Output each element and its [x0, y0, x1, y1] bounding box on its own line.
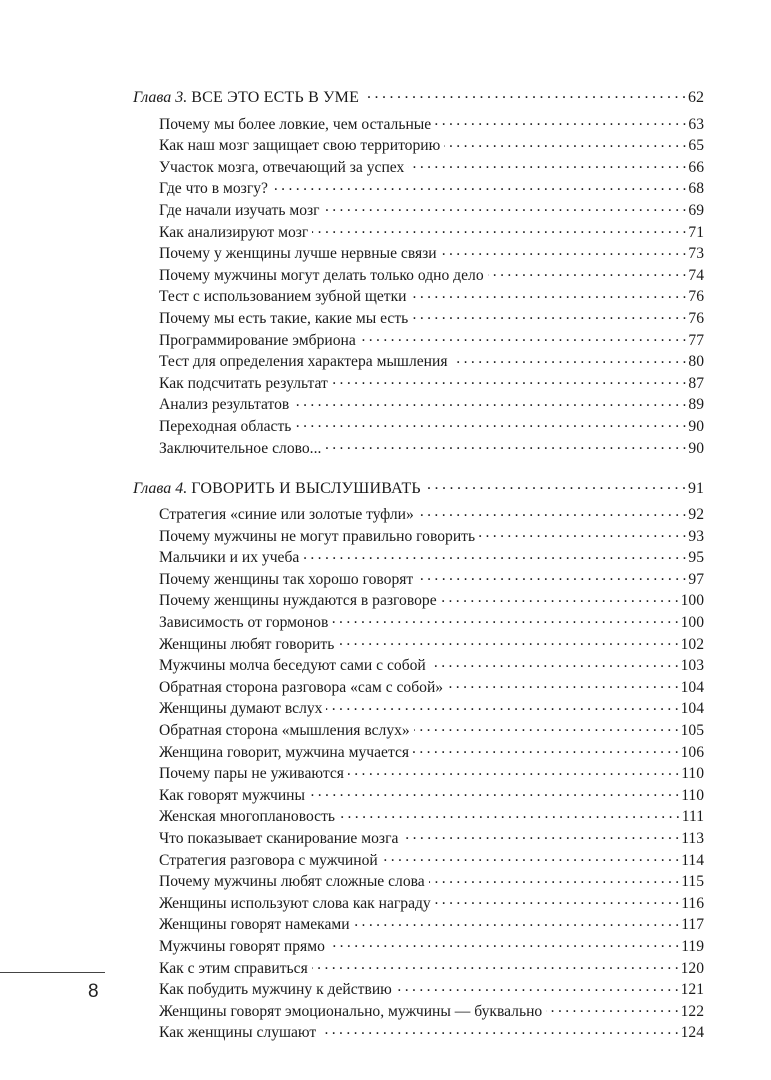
dot-leader — [414, 719, 679, 735]
toc-entry[interactable] — [133, 135, 704, 157]
entry-title: Мужчины молча беседуют сами с собой — [159, 657, 426, 675]
entry-page-number: 89 — [688, 396, 704, 414]
entry-title: Обратная сторона разговора «сам с собой» — [159, 678, 444, 696]
entry-page-number: 115 — [681, 873, 704, 891]
dot-leader — [488, 264, 687, 280]
entry-page-number: 80 — [688, 353, 704, 371]
entry-title: Участок мозга, отвечающий за успех — [159, 158, 405, 176]
entry-title: Женщина говорит, мужчина мучается — [159, 743, 410, 761]
toc-entry[interactable] — [133, 784, 704, 806]
dot-leader — [348, 763, 679, 779]
entry-title: Женщины говорят намеками — [159, 916, 350, 934]
dot-leader — [326, 698, 678, 714]
toc-entry[interactable] — [133, 307, 704, 329]
entry-title: Как с этим справиться — [159, 959, 308, 977]
entry-title: Программирование эмбриона — [159, 331, 356, 349]
entry-title: Почему женщины нуждаются в разговоре — [159, 592, 437, 610]
toc-entry[interactable] — [133, 1000, 704, 1022]
toc-entry[interactable] — [133, 547, 704, 569]
dot-leader — [402, 827, 679, 843]
entry-title: Женщины используют слова как награду — [159, 894, 431, 912]
dot-leader — [320, 1022, 678, 1038]
dot-leader — [324, 199, 687, 215]
toc-entry[interactable] — [133, 914, 704, 936]
entry-title: Стратегия разговора с мужчиной — [159, 851, 378, 869]
entry-page-number: 110 — [681, 786, 704, 804]
entry-page-number: 113 — [681, 830, 704, 847]
entry-title: Мужчины говорят прямо — [159, 937, 325, 955]
entry-title: Почему женщины так хорошо говорят — [159, 570, 414, 588]
toc-entry[interactable] — [133, 221, 704, 243]
entry-title: Стратегия «синие или золотые туфли» — [159, 506, 414, 524]
toc-entry[interactable] — [133, 806, 704, 828]
toc-entry[interactable] — [133, 633, 704, 655]
entry-page-number: 104 — [680, 700, 704, 718]
entry-title: Как говорят мужчины — [159, 786, 305, 804]
toc-entry[interactable] — [133, 394, 704, 416]
dot-leader — [447, 676, 679, 692]
dot-leader — [272, 178, 686, 194]
entry-title: Мальчики и их учеба — [159, 549, 300, 567]
entry-title: Где начали изучать мозг — [159, 201, 320, 219]
toc-entry[interactable] — [133, 892, 704, 914]
entry-title: Обратная сторона «мышления вслух» — [159, 722, 410, 740]
toc-chapter-heading[interactable] — [133, 477, 704, 501]
toc-entry[interactable] — [133, 676, 704, 698]
dot-leader — [425, 477, 686, 493]
toc-entry[interactable] — [133, 719, 704, 741]
toc-entry[interactable] — [133, 437, 704, 459]
dot-leader — [295, 415, 686, 431]
dot-leader — [546, 1000, 678, 1016]
entry-title: Зависимость от гормонов — [159, 614, 329, 632]
entry-page-number: 65 — [688, 137, 704, 155]
dot-leader — [312, 221, 686, 237]
dot-leader — [382, 849, 679, 865]
entry-title: Почему у женщины лучше нервные связи — [159, 245, 437, 263]
toc-entry[interactable] — [133, 243, 704, 265]
toc-entry[interactable] — [133, 698, 704, 720]
entry-title: Почему пары не уживаются — [159, 765, 344, 783]
entry-title: Что показывает сканирование мозга — [159, 830, 399, 847]
entry-title: Заключительное слово... — [159, 439, 322, 457]
toc-entry[interactable] — [133, 351, 704, 373]
toc-entry[interactable] — [133, 178, 704, 200]
entry-title: Почему мужчины могут делать только одно дело — [159, 266, 484, 284]
dot-leader — [303, 547, 686, 563]
toc-entry[interactable] — [133, 871, 704, 893]
entry-page-number: 116 — [681, 894, 704, 912]
toc-entry[interactable] — [133, 415, 704, 437]
dot-leader — [430, 655, 679, 671]
entry-title: Тест с использованием зубной щетки — [159, 288, 407, 306]
chapter-label — [133, 477, 421, 501]
page-number: 8 — [88, 981, 99, 1002]
entry-page-number: 104 — [680, 678, 704, 696]
entry-title: Анализ результатов — [159, 396, 290, 414]
dot-leader — [312, 957, 679, 973]
entry-title: Где что в мозгу? — [159, 180, 268, 198]
dot-leader — [429, 871, 679, 887]
entry-page-number: 71 — [688, 223, 704, 241]
dot-leader — [435, 113, 686, 129]
chapter-title: ВСЕ ЭТО ЕСТЬ В УМЕ — [191, 89, 360, 106]
toc-entry[interactable] — [133, 741, 704, 763]
entry-page-number: 76 — [688, 309, 704, 327]
entry-page-number: 92 — [688, 506, 704, 524]
entry-title: Женщины думают вслух — [159, 700, 323, 718]
dot-leader — [435, 892, 679, 908]
table-of-contents — [133, 86, 704, 1043]
dot-leader — [293, 394, 686, 410]
entry-page-number: 114 — [681, 851, 704, 869]
entry-page-number: 97 — [688, 570, 704, 588]
dot-leader — [413, 741, 679, 757]
entry-page-number: 106 — [680, 743, 704, 761]
entry-page-number: 122 — [680, 1002, 704, 1020]
entry-page-number: 74 — [688, 266, 704, 284]
toc-chapter-heading[interactable] — [133, 86, 704, 110]
entry-page-number: 63 — [688, 115, 704, 133]
entry-title: Почему мы есть такие, какие мы есть — [159, 309, 409, 327]
dot-leader — [441, 243, 687, 259]
dot-leader — [354, 914, 680, 930]
toc-entry[interactable] — [133, 372, 704, 394]
dot-leader — [332, 372, 687, 388]
toc-entry[interactable] — [133, 329, 704, 351]
entry-page-number: 119 — [681, 937, 704, 955]
entry-title: Почему мужчины любят сложные слова — [159, 873, 425, 891]
footer-divider — [0, 972, 105, 973]
dot-leader — [338, 633, 678, 649]
entry-page-number: 110 — [681, 765, 704, 783]
entry-title: Почему мы более ловкие, чем остальные — [159, 115, 432, 133]
toc-entry[interactable] — [133, 568, 704, 590]
toc-entry[interactable] — [133, 286, 704, 308]
dot-leader — [332, 611, 678, 627]
dot-leader — [360, 329, 687, 345]
chapter-page-number: 91 — [688, 479, 704, 497]
entry-page-number: 68 — [688, 180, 704, 198]
dot-leader — [441, 590, 679, 606]
entry-page-number: 90 — [688, 439, 704, 457]
entry-page-number: 69 — [688, 201, 704, 219]
chapter-label — [133, 86, 359, 110]
toc-entry[interactable] — [133, 113, 704, 135]
entry-title: Женщины любят говорить — [159, 635, 335, 653]
toc-entry[interactable] — [133, 957, 704, 979]
entry-page-number: 102 — [680, 635, 704, 653]
entry-page-number: 66 — [688, 158, 704, 176]
toc-entry[interactable] — [133, 525, 704, 547]
entry-page-number: 103 — [680, 657, 704, 675]
dot-leader — [412, 307, 686, 323]
toc-entry[interactable] — [133, 611, 704, 633]
entry-page-number: 121 — [680, 981, 704, 999]
chapter-number: Глава 3. — [133, 89, 188, 106]
entry-page-number: 111 — [681, 808, 704, 826]
entry-page-number: 73 — [688, 245, 704, 263]
chapter-title: ГОВОРИТЬ И ВЫСЛУШИВАТЬ — [191, 479, 421, 497]
toc-entry[interactable] — [133, 935, 704, 957]
dot-leader — [411, 286, 687, 302]
entry-title: Как наш мозг защищает свою территорию — [159, 137, 441, 155]
dot-leader — [396, 979, 679, 995]
entry-title: Переходная область — [159, 417, 292, 435]
toc-entry[interactable] — [133, 655, 704, 677]
dot-leader — [329, 935, 679, 951]
dot-leader — [479, 525, 686, 541]
entry-page-number: 76 — [688, 288, 704, 306]
entry-page-number: 95 — [688, 549, 704, 567]
toc-entry[interactable] — [133, 763, 704, 785]
entry-page-number: 93 — [688, 527, 704, 545]
entry-title: Почему мужчины не могут правильно говорить — [159, 527, 476, 545]
entry-page-number: 100 — [680, 614, 704, 632]
toc-chapter — [133, 86, 704, 459]
entry-title: Как женщины слушают — [159, 1024, 317, 1042]
entry-title: Как подсчитать результат — [159, 374, 328, 392]
entry-page-number: 105 — [680, 722, 704, 740]
entry-title: Женская многоплановость — [159, 808, 335, 826]
entry-page-number: 77 — [688, 331, 704, 349]
entry-page-number: 117 — [681, 916, 704, 934]
entry-page-number: 87 — [688, 374, 704, 392]
toc-entry[interactable] — [133, 1022, 704, 1044]
toc-entry[interactable] — [133, 504, 704, 526]
chapter-page-number: 62 — [688, 89, 704, 106]
dot-leader — [339, 806, 680, 822]
chapter-number: Глава 4. — [133, 479, 188, 497]
entry-title: Как побудить мужчину к действию — [159, 981, 392, 999]
toc-entry[interactable] — [133, 849, 704, 871]
toc-entry[interactable] — [133, 590, 704, 612]
entry-page-number: 100 — [680, 592, 704, 610]
toc-entry[interactable] — [133, 156, 704, 178]
toc-entry[interactable] — [133, 199, 704, 221]
entry-page-number: 120 — [680, 959, 704, 977]
dot-leader — [418, 504, 687, 520]
dot-leader — [363, 86, 686, 102]
toc-chapter — [133, 477, 704, 1044]
entry-title: Тест для определения характера мышления — [159, 353, 448, 371]
dot-leader — [408, 156, 686, 172]
dot-leader — [417, 568, 686, 584]
toc-entry[interactable] — [133, 264, 704, 286]
toc-entry[interactable] — [133, 827, 704, 849]
entry-title: Как анализируют мозг — [159, 223, 309, 241]
toc-entry[interactable] — [133, 979, 704, 1001]
dot-leader — [309, 784, 679, 800]
entry-page-number: 90 — [688, 417, 704, 435]
entry-title: Женщины говорят эмоционально, мужчины — буквально — [159, 1002, 543, 1020]
dot-leader — [452, 351, 687, 367]
dot-leader — [444, 135, 686, 151]
entry-page-number: 124 — [680, 1024, 704, 1042]
dot-leader — [325, 437, 686, 453]
